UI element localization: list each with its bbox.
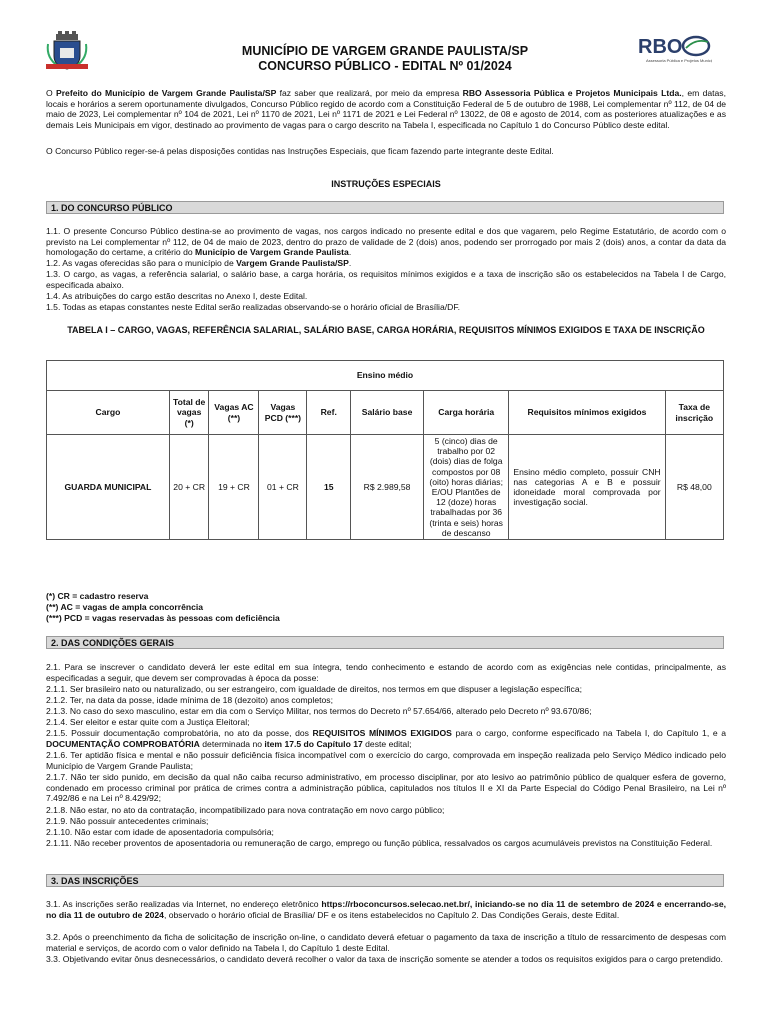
item-2-1: 2.1. Para se inscrever o candidato deverá ler este edital em sua íntegra, tendo conhecimento e estando de acordo com as exigências nele contidas, principalmente, as especificadas a seguir, que devem ser comprovadas à época da posse: [46,662,726,683]
note-pcd: (***) PCD = vagas reservadas às pessoas com deficiência [46,613,280,623]
col-header-pcd: Vagas PCD (***) [259,391,307,435]
item-2-1-6: 2.1.6. Ter aptidão física e mental e não possuir deficiência física incompatível com o exercício do cargo, comprovada em inspeção realizada pelo Serviço Médico indicado pelo Município de Vargem Grande Paulista; [46,750,726,771]
item-3-2: 3.2. Após o preenchimento da ficha de solicitação de inscrição on-line, o candidato deverá efetuar o pagamento da taxa de inscrição a título de ressarcimento de despesas com material e serviços, de acordo com o valor definido na Tabela I, do Capítulo 1 deste Edital. [46,932,726,953]
item-1-2: 1.2. As vagas oferecidas são para o município de Vargem Grande Paulista/SP. [46,258,352,268]
col-header-total: Total de vagas (*) [169,391,209,435]
note-ac: (**) AC = vagas de ampla concorrência [46,602,204,612]
item-2-1-7: 2.1.7. Não ter sido punido, em decisão da qual não caiba recurso administrativo, em processo disciplinar, por ato lesivo ao patrimônio público de qualquer esfera de governo, condenado em processo criminal por prática de crimes contra a administração pública, capitulados nos títulos II e XI da Parte Especial do Código Penal Brasileiro, na Lei nº 7.492/86 e na Lei nº 8.429/92; [46,772,726,804]
intro-paragraph: O Prefeito do Município de Vargem Grande Paulista/SP faz saber que realizará, por meio da empresa RBO Assessoria Pública e Projetos Municipais Ltda., em datas, locais e horários a serem oportunamente divulgados, Concurso Público regido de acordo com a Constituição Federal de 5 de outubro de 1988, Lei complementar nº 112, de 04 de maio de 2023, Lei complementar nº 104 de 2021, Lei nº 1170 de 2021, Lei nº 1171 de 2021 e Lei Federal nº 13022, de 08 e agosto de 2014, com as posteriores atualizações e as demais Leis Municipais em vigor, destinado ao provimento de vagas para o cargo descrito na Tabela I, especificada no Capítulo 1 do Concurso Público deste edital. [46,88,726,130]
item-2-1-3: 2.1.3. No caso do sexo masculino, estar em dia com o Serviço Militar, nos termos do Decreto nº 57.654/66, alterado pelo Decreto nº 93.670/86; [46,706,592,716]
item-1-3: 1.3. O cargo, as vagas, a referência salarial, o salário base, a carga horária, os requisitos mínimos exigidos e a taxa de inscrição são os estabelecidos na Tabela I de Cargo, especificada abaixo. [46,269,726,290]
item-1-4: 1.4. As atribuições do cargo estão descritas no Anexo I, deste Edital. [46,291,308,301]
item-1-1: 1.1. O presente Concurso Público destina-se ao provimento de vagas, nos cargos indicado no presente edital e dos que vagarem, pelo Regime Estatutário, de acordo com o previsto na Lei complementar nº 112, de 04 de maio de 2023, dentro do prazo de validade de 2 (dois) anos, podendo ser prorrogado por mais 2 (dois) anos, a contar da data da homologação do certame, a critério do Município de Vargem Grande Paulista. [46,226,726,258]
note-cr: (*) CR = cadastro reserva [46,591,149,601]
section-2-header: 2. DAS CONDIÇÕES GERAIS [46,636,724,649]
item-2-1-9: 2.1.9. Não possuir antecedentes criminais; [46,816,209,826]
cell-pcd: 01 + CR [259,435,307,540]
intro-paragraph-2: O Concurso Público reger-se-á pelas disposições contidas nas Instruções Especiais, que ficam fazendo parte integrante deste Edital. [46,146,554,156]
cell-carga: 5 (cinco) dias de trabalho por 02 (dois) dias de folga compostos por 08 (oito) horas diárias; E/OU Plantões de 12 (doze) horas trabalhadas por 36 (trinta e seis) horas de descanso [424,435,509,540]
instrucoes-heading: INSTRUÇÕES ESPECIAIS [331,179,441,189]
rbo-logo [636,34,712,64]
section-1-header: 1. DO CONCURSO PÚBLICO [46,201,724,214]
item-2-1-8: 2.1.8. Não estar, no ato da contratação, incompatibilizado para nova contratação em novo cargo público; [46,805,445,815]
table-row [47,435,724,540]
rbo-logo-subtext: Assessoria Pública e Projetos Municipais [646,58,712,63]
item-1-5: 1.5. Todas as etapas constantes neste Edital serão realizadas observando-se o horário oficial de Brasília/DF. [46,302,461,312]
col-header-carga: Carga horária [424,391,509,435]
cell-taxa: R$ 48,00 [665,435,723,540]
col-header-ref: Ref. [307,391,351,435]
cell-requisitos: Ensino médio completo, possuir CNH nas categorias A e B e possuir idoneidade moral comprovada por investigação social. [509,435,665,540]
item-3-1: 3.1. As inscrições serão realizadas via Internet, no endereço eletrônico https://rboconcursos.selecao.net.br/, iniciando-se no dia 11 de setembro de 2024 e encerrando-se, no dia 11 de outubro de 2024, observado o horário oficial de Brasília/ DF e os itens estabelecidos no Capítulo 2. Das Condições Gerais, deste Edital. [46,899,727,920]
rbo-logo-text: RBO [638,36,683,58]
document-title-line2: CONCURSO PÚBLICO - EDITAL Nº 01/2024 [258,59,512,73]
cell-cargo: GUARDA MUNICIPAL [47,435,170,540]
table-notes [46,591,280,624]
item-3-3: 3.3. Objetivando evitar ônus desnecessários, o candidato deverá recolher o valor da taxa de inscrição somente se atender a todos os requisitos exigidos para o cargo pretendido. [46,954,723,964]
col-header-cargo: Cargo [47,391,170,435]
item-2-1-1: 2.1.1. Ser brasileiro nato ou naturalizado, ou ser estrangeiro, com igualdade de direitos, nos termos em que dispuser a legislação específica; [46,684,582,694]
cell-total: 20 + CR [169,435,209,540]
section-3-header: 3. DAS INSCRIÇÕES [46,874,724,887]
tabela-title: TABELA I – CARGO, VAGAS, REFERÊNCIA SALARIAL, SALÁRIO BASE, CARGA HORÁRIA, REQUISITOS MÍNIMOS EXIGIDOS E TAXA DE INSCRIÇÃO [67,325,705,335]
item-2-1-10: 2.1.10. Não estar com idade de aposentadoria compulsória; [46,827,274,837]
col-header-taxa: Taxa de inscrição [665,391,723,435]
item-2-1-4: 2.1.4. Ser eleitor e estar quite com a Justiça Eleitoral; [46,717,250,727]
cell-ac: 19 + CR [209,435,259,540]
cell-salario: R$ 2.989,58 [351,435,424,540]
col-header-ac: Vagas AC (**) [209,391,259,435]
municipal-crest-icon [44,30,90,70]
document-title-line1: MUNICÍPIO DE VARGEM GRANDE PAULISTA/SP [241,44,529,58]
item-2-1-2: 2.1.2. Ter, na data da posse, idade mínima de 18 (dezoito) anos completos; [46,695,333,705]
item-2-1-5: 2.1.5. Possuir documentação comprobatória, no ato da posse, dos REQUISITOS MÍNIMOS EXIGIDOS para o cargo, conforme especificado na Tabela I, do Capítulo 1, e a DOCUMENTAÇÃO COMPROBATÓRIA determinada no item 17.5 do Capítulo 17 deste edital; [46,728,726,749]
cargo-table [46,360,724,540]
item-2-1-11: 2.1.11. Não receber proventos de aposentadoria ou remuneração de cargo, emprego ou função pública, ressalvados os cargos acumuláveis previstos na Constituição Federal. [46,838,713,848]
col-header-requisitos: Requisitos mínimos exigidos [509,391,665,435]
col-header-salario: Salário base [351,391,424,435]
cell-ref: 15 [307,435,351,540]
table-group-header: Ensino médio [47,361,724,391]
